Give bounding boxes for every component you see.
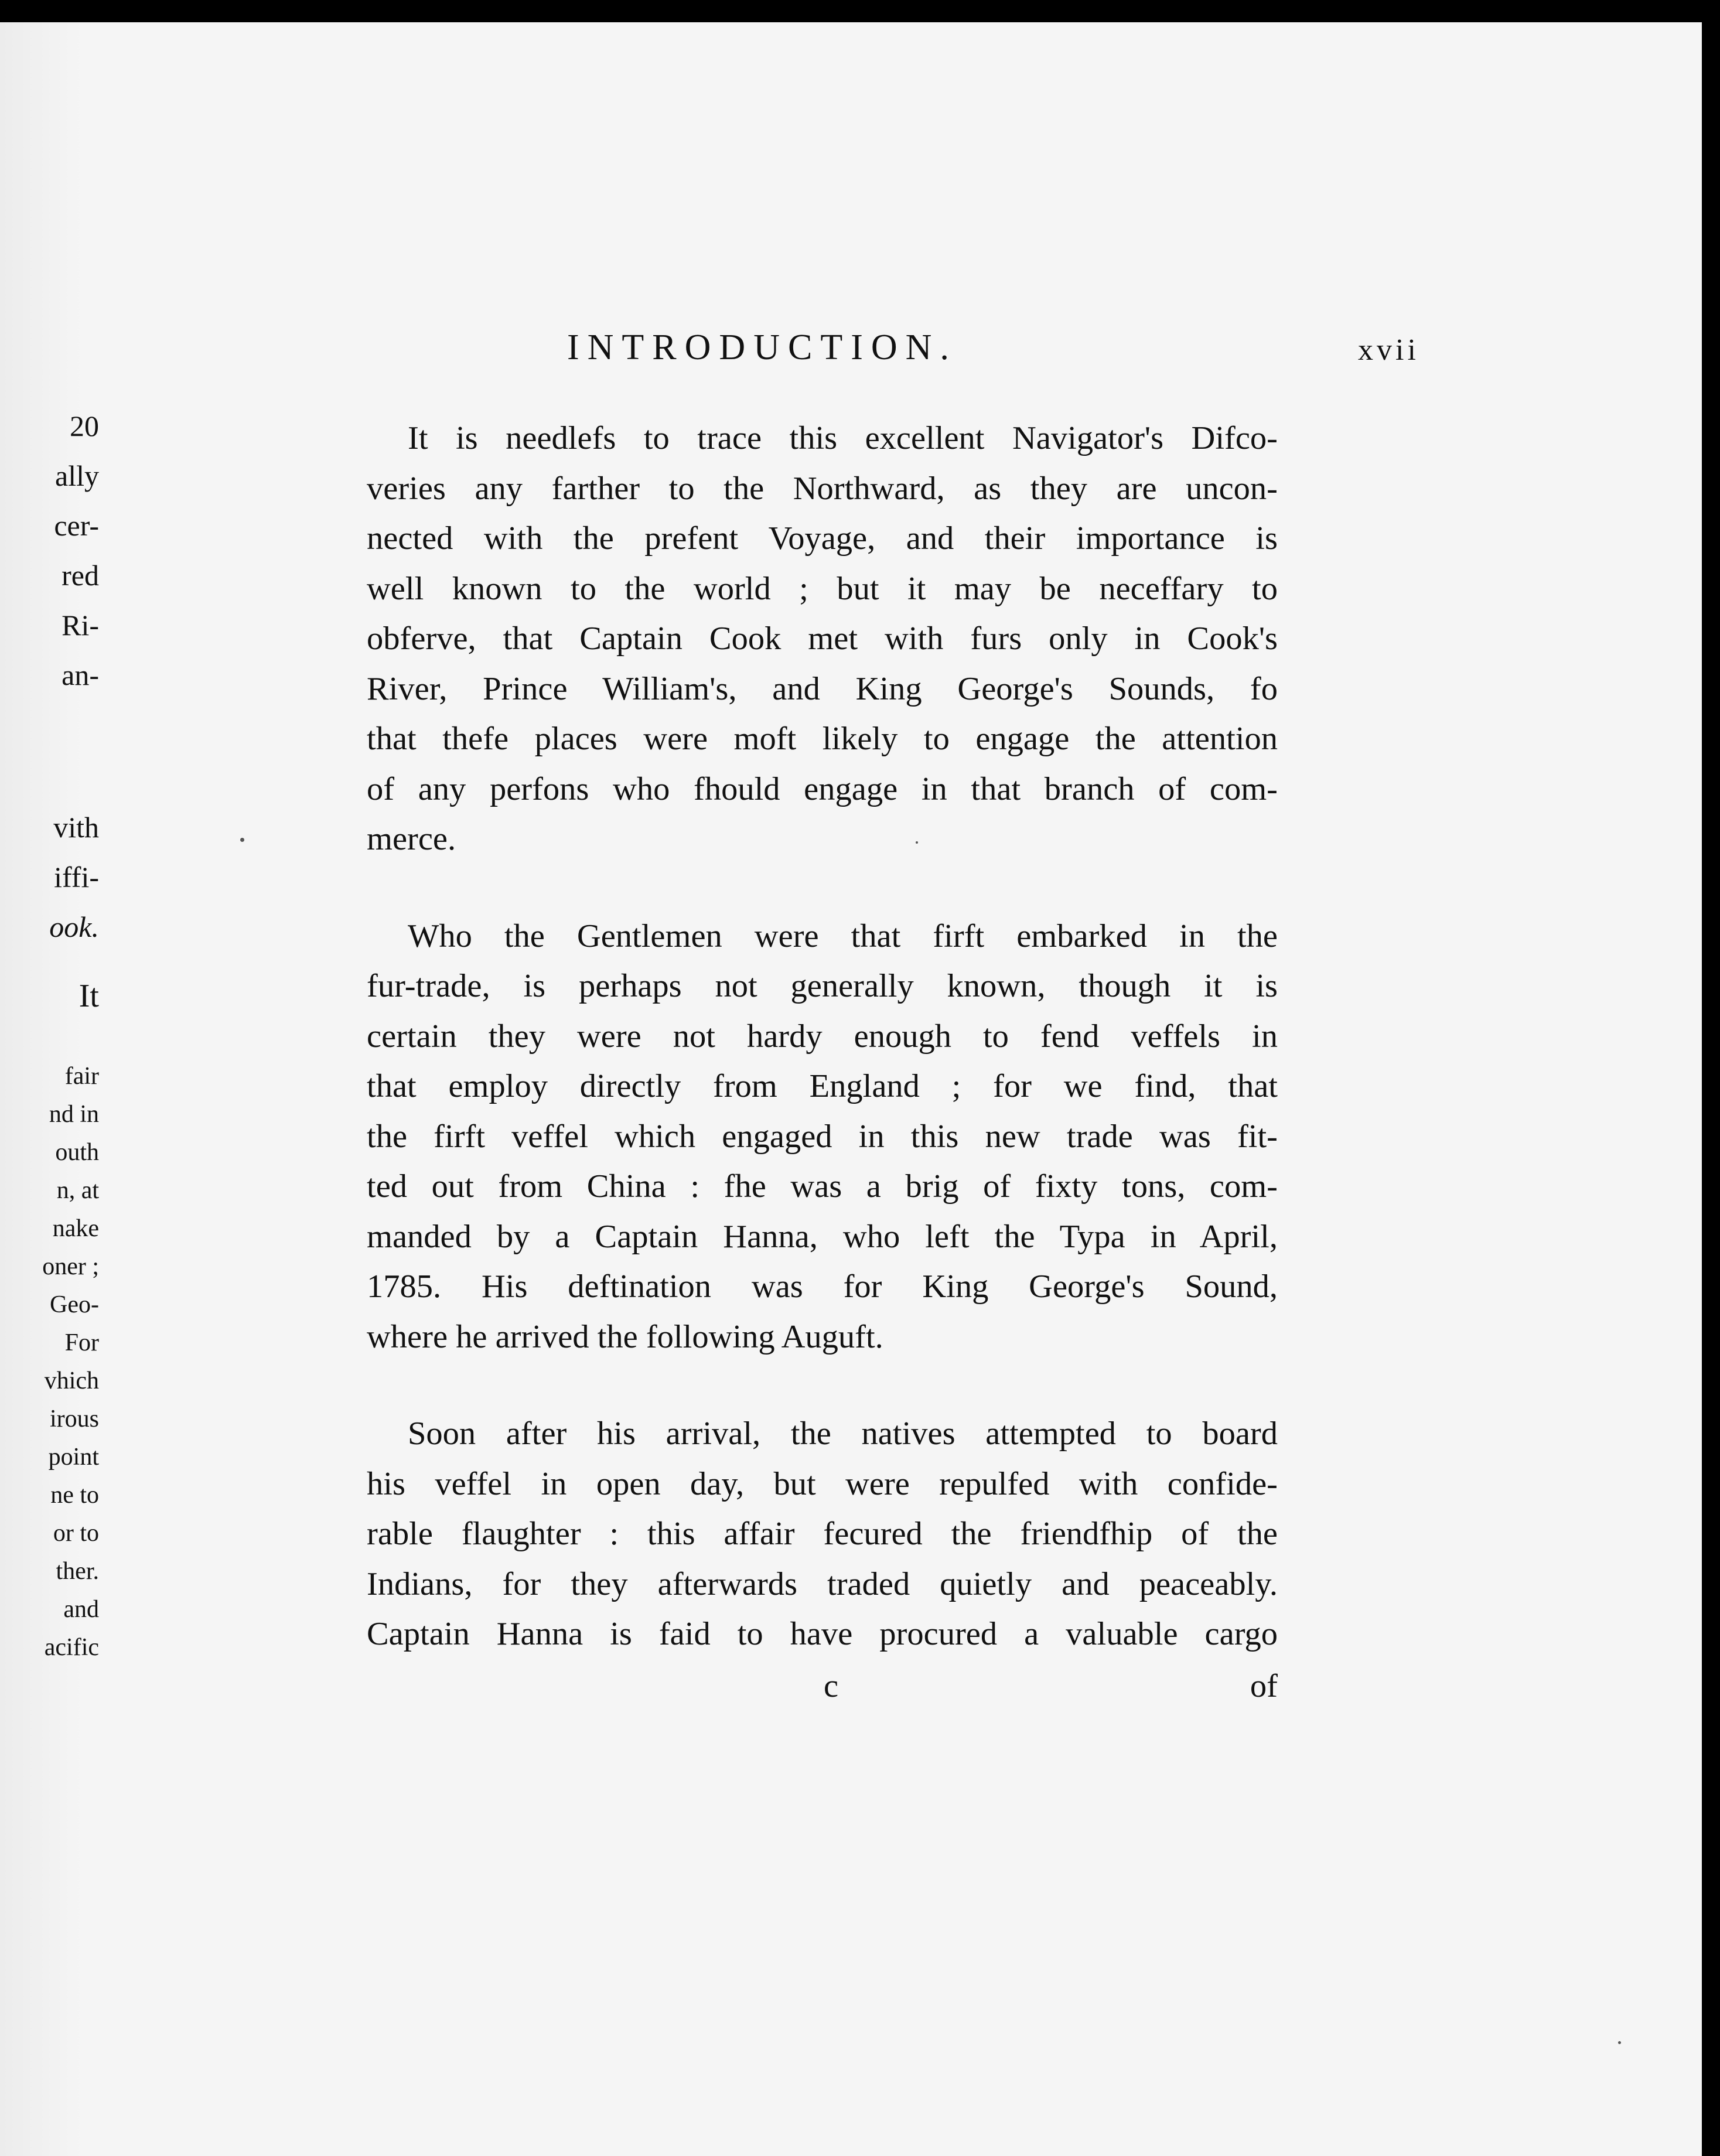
paragraph-gap xyxy=(367,865,1278,912)
facing-page-fragment: Geo- xyxy=(50,1291,99,1318)
text-line: Indians, for they afterwards traded quietly and peaceably. xyxy=(367,1565,1278,1602)
facing-page-fragment: and xyxy=(63,1596,99,1623)
facing-page-fragment: outh xyxy=(55,1139,99,1166)
signature-mark: c xyxy=(824,1668,839,1704)
dust-speck xyxy=(916,841,918,844)
facing-page-fragment: n, at xyxy=(56,1177,99,1204)
text-line: his veffel in open day, but were repulfed with confide- xyxy=(367,1465,1278,1502)
scan-border-top xyxy=(0,0,1720,22)
running-head: INTRODUCTION. xyxy=(567,328,957,367)
facing-page-fragment: vhich xyxy=(44,1367,99,1394)
facing-page-fragment: or to xyxy=(53,1520,99,1547)
text-line: of any perfons who fhould engage in that branch of com- xyxy=(367,770,1278,807)
text-line: veries any farther to the Northward, as they are uncon- xyxy=(367,470,1278,507)
page-number: xvii xyxy=(1358,333,1419,367)
dust-speck xyxy=(240,838,244,842)
facing-page-fragment: For xyxy=(64,1329,99,1356)
facing-page-fragment: ne to xyxy=(50,1482,99,1509)
facing-page-fragment: Ri- xyxy=(62,609,99,642)
text-line: that employ directly from England ; for we find, that xyxy=(367,1068,1278,1104)
text-line: fur-trade, is perhaps not generally known, though it is xyxy=(367,968,1278,1004)
facing-page-fragment: It xyxy=(79,978,99,1014)
facing-page-fragment: acific xyxy=(44,1634,99,1661)
text-line: certain they were not hardy enough to fend veffels in xyxy=(367,1018,1278,1055)
facing-page-fragment: vith xyxy=(53,811,99,844)
dust-speck xyxy=(1618,2041,1621,2044)
facing-page-fragment: nake xyxy=(52,1215,99,1242)
text-line: It is needlefs to trace this excellent Navigator's Difco- xyxy=(408,420,1278,456)
text-line: that thefe places were moft likely to engage the attention xyxy=(367,721,1278,757)
facing-page-fragment: an- xyxy=(62,659,99,691)
facing-page-fragment: fair xyxy=(64,1063,99,1090)
facing-page-fragment: iffi- xyxy=(54,861,99,893)
text-line: where he arrived the following Auguft. xyxy=(367,1318,883,1355)
catchword: of xyxy=(1250,1668,1278,1704)
text-line: rable flaughter : this affair fecured the friendfhip of the xyxy=(367,1516,1278,1552)
page-footer xyxy=(367,1667,1278,1714)
paragraph-gap xyxy=(367,1362,1278,1409)
facing-page-fragment: cer- xyxy=(54,509,99,542)
text-line: obferve, that Captain Cook met with furs only in Cook's xyxy=(367,620,1278,657)
text-line: River, Prince William's, and King George's Sounds, fo xyxy=(367,670,1278,707)
facing-page-fragment: 20 xyxy=(70,410,99,442)
text-line: Soon after his arrival, the natives attempted to board xyxy=(408,1415,1278,1452)
text-line: the firft veffel which engaged in this new trade was fit- xyxy=(367,1118,1278,1155)
facing-page-fragment: oner ; xyxy=(42,1253,99,1280)
text-line: ted out from China : fhe was a brig of fixty tons, com- xyxy=(367,1168,1278,1205)
facing-page-fragment: ally xyxy=(55,459,99,492)
scan-border-right xyxy=(1702,0,1720,2156)
facing-page-fragment: ther. xyxy=(56,1558,99,1585)
text-line: nected with the prefent Voyage, and their importance is xyxy=(367,520,1278,557)
text-line: manded by a Captain Hanna, who left the Typa in April, xyxy=(367,1218,1278,1255)
facing-page-fragment: irous xyxy=(50,1406,99,1432)
facing-page-fragment: nd in xyxy=(49,1101,99,1128)
body-text xyxy=(367,414,1278,1660)
text-line: Who the Gentlemen were that firft embarked in the xyxy=(408,917,1278,954)
text-line: merce. xyxy=(367,821,456,857)
text-line: well known to the world ; but it may be neceffary to xyxy=(367,570,1278,607)
book-page xyxy=(0,22,1702,2156)
text-line: 1785. His deftination was for King George's Sound, xyxy=(367,1268,1278,1305)
facing-page-fragment: point xyxy=(48,1444,99,1471)
facing-page-fragment: ook. xyxy=(49,910,99,943)
text-line: Captain Hanna is faid to have procured a valuable cargo xyxy=(367,1616,1278,1652)
facing-page-fragment: red xyxy=(62,559,99,592)
